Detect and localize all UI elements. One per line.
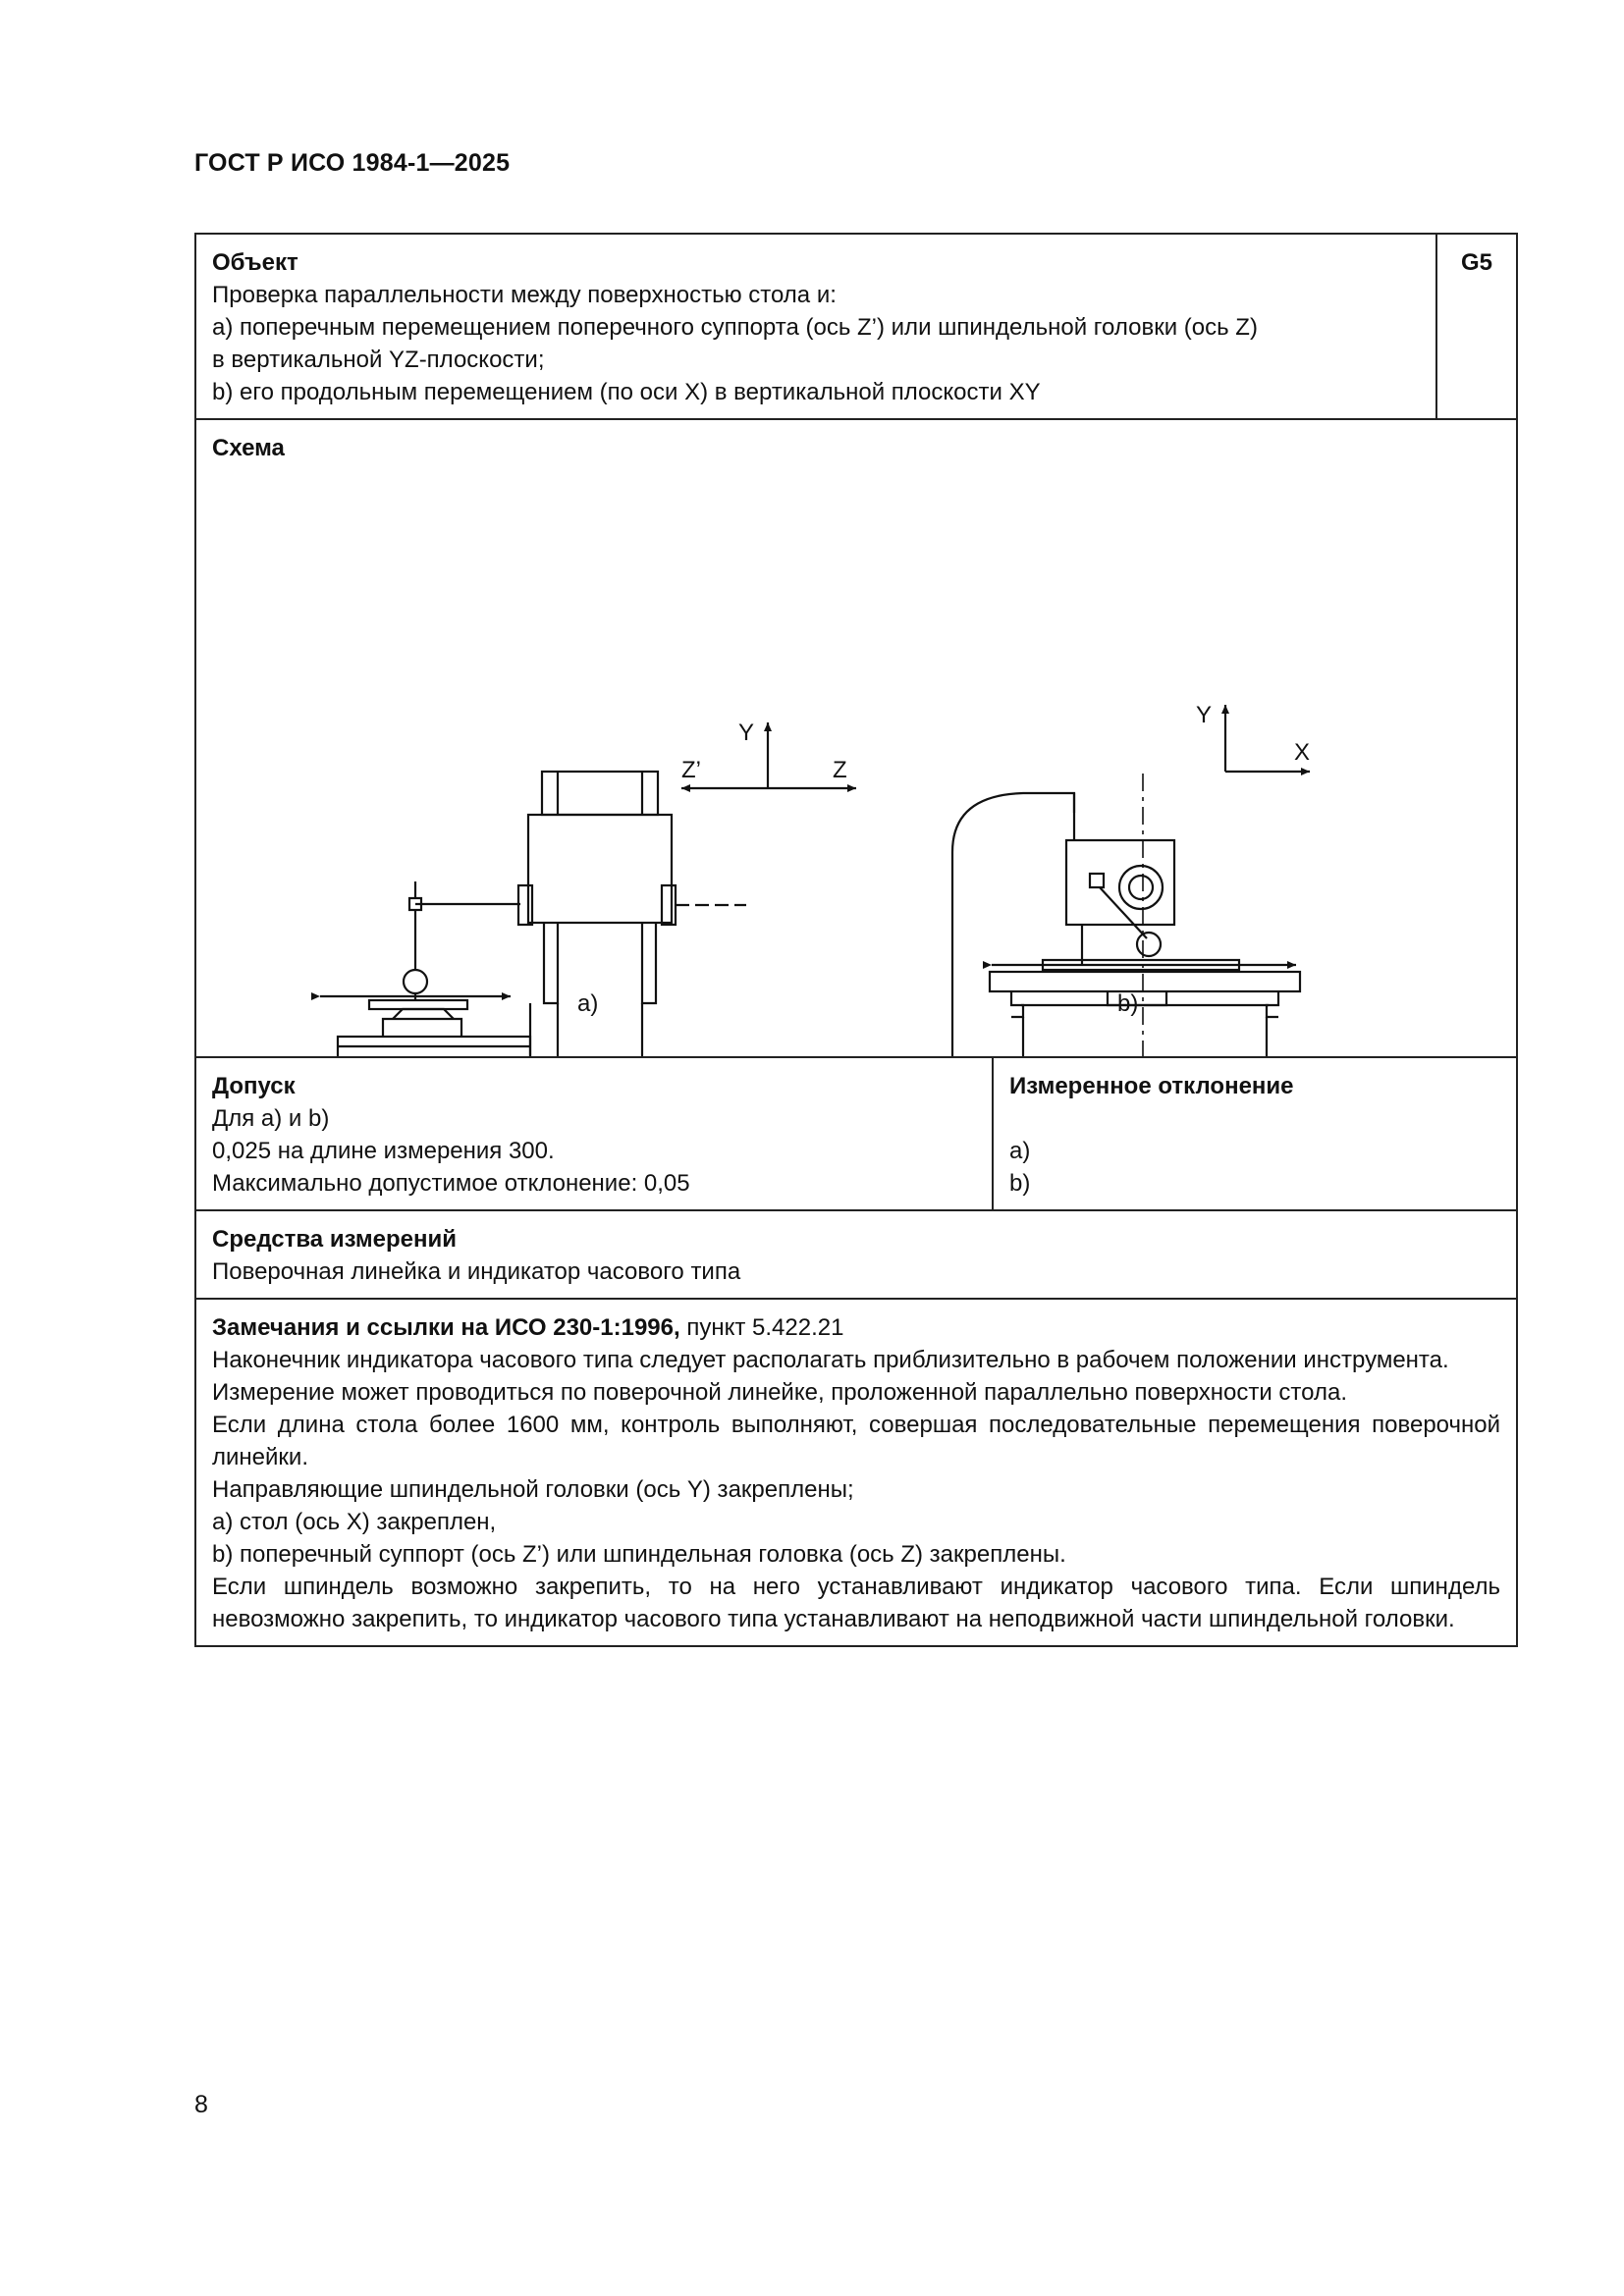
spindle-b bbox=[1119, 866, 1163, 909]
spindle-head-a bbox=[528, 815, 672, 923]
remarks-paragraph: Если шпиндель возможно закрепить, то на него устанавливают индикатор часового типа. Если шпиндель невозможно закрепить, то индикатор часового типа устанавливают на неподвижной части шпиндельной головки. bbox=[212, 1574, 1500, 1632]
object-cell bbox=[196, 235, 1437, 418]
instruments-cell bbox=[196, 1211, 1516, 1298]
object-line: а) поперечным перемещением поперечного суппорта (ось Z’) или шпиндельной головки (ось Z) bbox=[212, 314, 1258, 341]
tolerance-title: Допуск bbox=[212, 1073, 296, 1099]
fig-b-axis-x-label: X bbox=[1294, 739, 1311, 766]
indicator-dial-b bbox=[1137, 933, 1161, 956]
fig-a-axis-z-prime-label: Z’ bbox=[681, 757, 701, 783]
remarks-paragraph: Измерение может проводиться по поверочной линейке, проложенной параллельно поверхности стола. bbox=[212, 1379, 1347, 1406]
fig-a-axis-z-label: Z bbox=[833, 757, 847, 783]
remarks-paragraph: Если длина стола более 1600 мм, контроль выполняют, совершая последовательные перемещения поверочной линейки. bbox=[212, 1412, 1500, 1470]
scheme-row bbox=[196, 420, 1516, 1058]
indicator-arm-b bbox=[1100, 887, 1147, 938]
object-title: Объект bbox=[212, 249, 298, 276]
measured-deviation-cell bbox=[994, 1058, 1516, 1209]
scheme-cell bbox=[196, 420, 1516, 1056]
object-row bbox=[196, 235, 1516, 420]
remarks-paragraph: Наконечник индикатора часового типа следует располагать приблизительно в рабочем положении инструмента. bbox=[212, 1347, 1449, 1373]
scheme-title: Схема bbox=[212, 435, 285, 461]
remarks-row bbox=[196, 1300, 1516, 1645]
page-number: 8 bbox=[194, 2091, 208, 2118]
object-line: в вертикальной YZ-плоскости; bbox=[212, 347, 545, 373]
instruments-title: Средства измерений bbox=[212, 1226, 458, 1253]
remarks-paragraph: b) поперечный суппорт (ось Z’) или шпиндельная головка (ось Z) закреплены. bbox=[212, 1541, 1066, 1568]
straightedge-a bbox=[369, 1000, 467, 1009]
tolerance-line: Для а) и b) bbox=[212, 1105, 330, 1132]
scheme-drawings bbox=[196, 420, 1516, 1056]
test-card-table bbox=[194, 233, 1518, 1647]
measured-title: Измеренное отклонение bbox=[1009, 1073, 1294, 1099]
remarks-title-ref: пункт 5.422.21 bbox=[679, 1314, 844, 1341]
column-top bbox=[542, 772, 658, 815]
indicator-dial-a bbox=[404, 970, 427, 993]
tolerance-line: 0,025 на длине измерения 300. bbox=[212, 1138, 555, 1164]
saddle bbox=[383, 1019, 461, 1037]
document-header: ГОСТ Р ИСО 1984-1—2025 bbox=[194, 149, 511, 177]
measured-b: b) bbox=[1009, 1170, 1031, 1197]
object-line: Проверка параллельности между поверхностью стола и: bbox=[212, 282, 837, 308]
remarks-title-bold: Замечания и ссылки на ИСО 230-1:1996, bbox=[212, 1314, 680, 1341]
measured-a: а) bbox=[1009, 1138, 1031, 1164]
remarks-paragraph: Направляющие шпиндельной головки (ось Y) закреплены; bbox=[212, 1476, 854, 1503]
fig-b-axis-y-label: Y bbox=[1196, 702, 1213, 728]
table-b bbox=[990, 972, 1300, 991]
tolerance-cell bbox=[196, 1058, 994, 1209]
instruments-row bbox=[196, 1211, 1516, 1300]
fig-a-axis-y-label: Y bbox=[738, 720, 755, 746]
remarks-cell bbox=[196, 1300, 1516, 1645]
remarks-paragraph: а) стол (ось X) закреплен, bbox=[212, 1509, 497, 1535]
object-line: b) его продольным перемещением (по оси X) в вертикальной плоскости XY bbox=[212, 379, 1041, 405]
indicator-clamp-b bbox=[1090, 874, 1104, 887]
figure-a-label: a) bbox=[577, 990, 599, 1017]
instruments-text: Поверочная линейка и индикатор часового типа bbox=[212, 1258, 741, 1285]
figure-b-label: b) bbox=[1117, 990, 1139, 1017]
remarks-title bbox=[212, 1311, 1500, 1344]
test-code: G5 bbox=[1460, 249, 1492, 276]
tolerance-row bbox=[196, 1058, 1516, 1211]
tolerance-line: Максимально допустимое отклонение: 0,05 bbox=[212, 1170, 690, 1197]
